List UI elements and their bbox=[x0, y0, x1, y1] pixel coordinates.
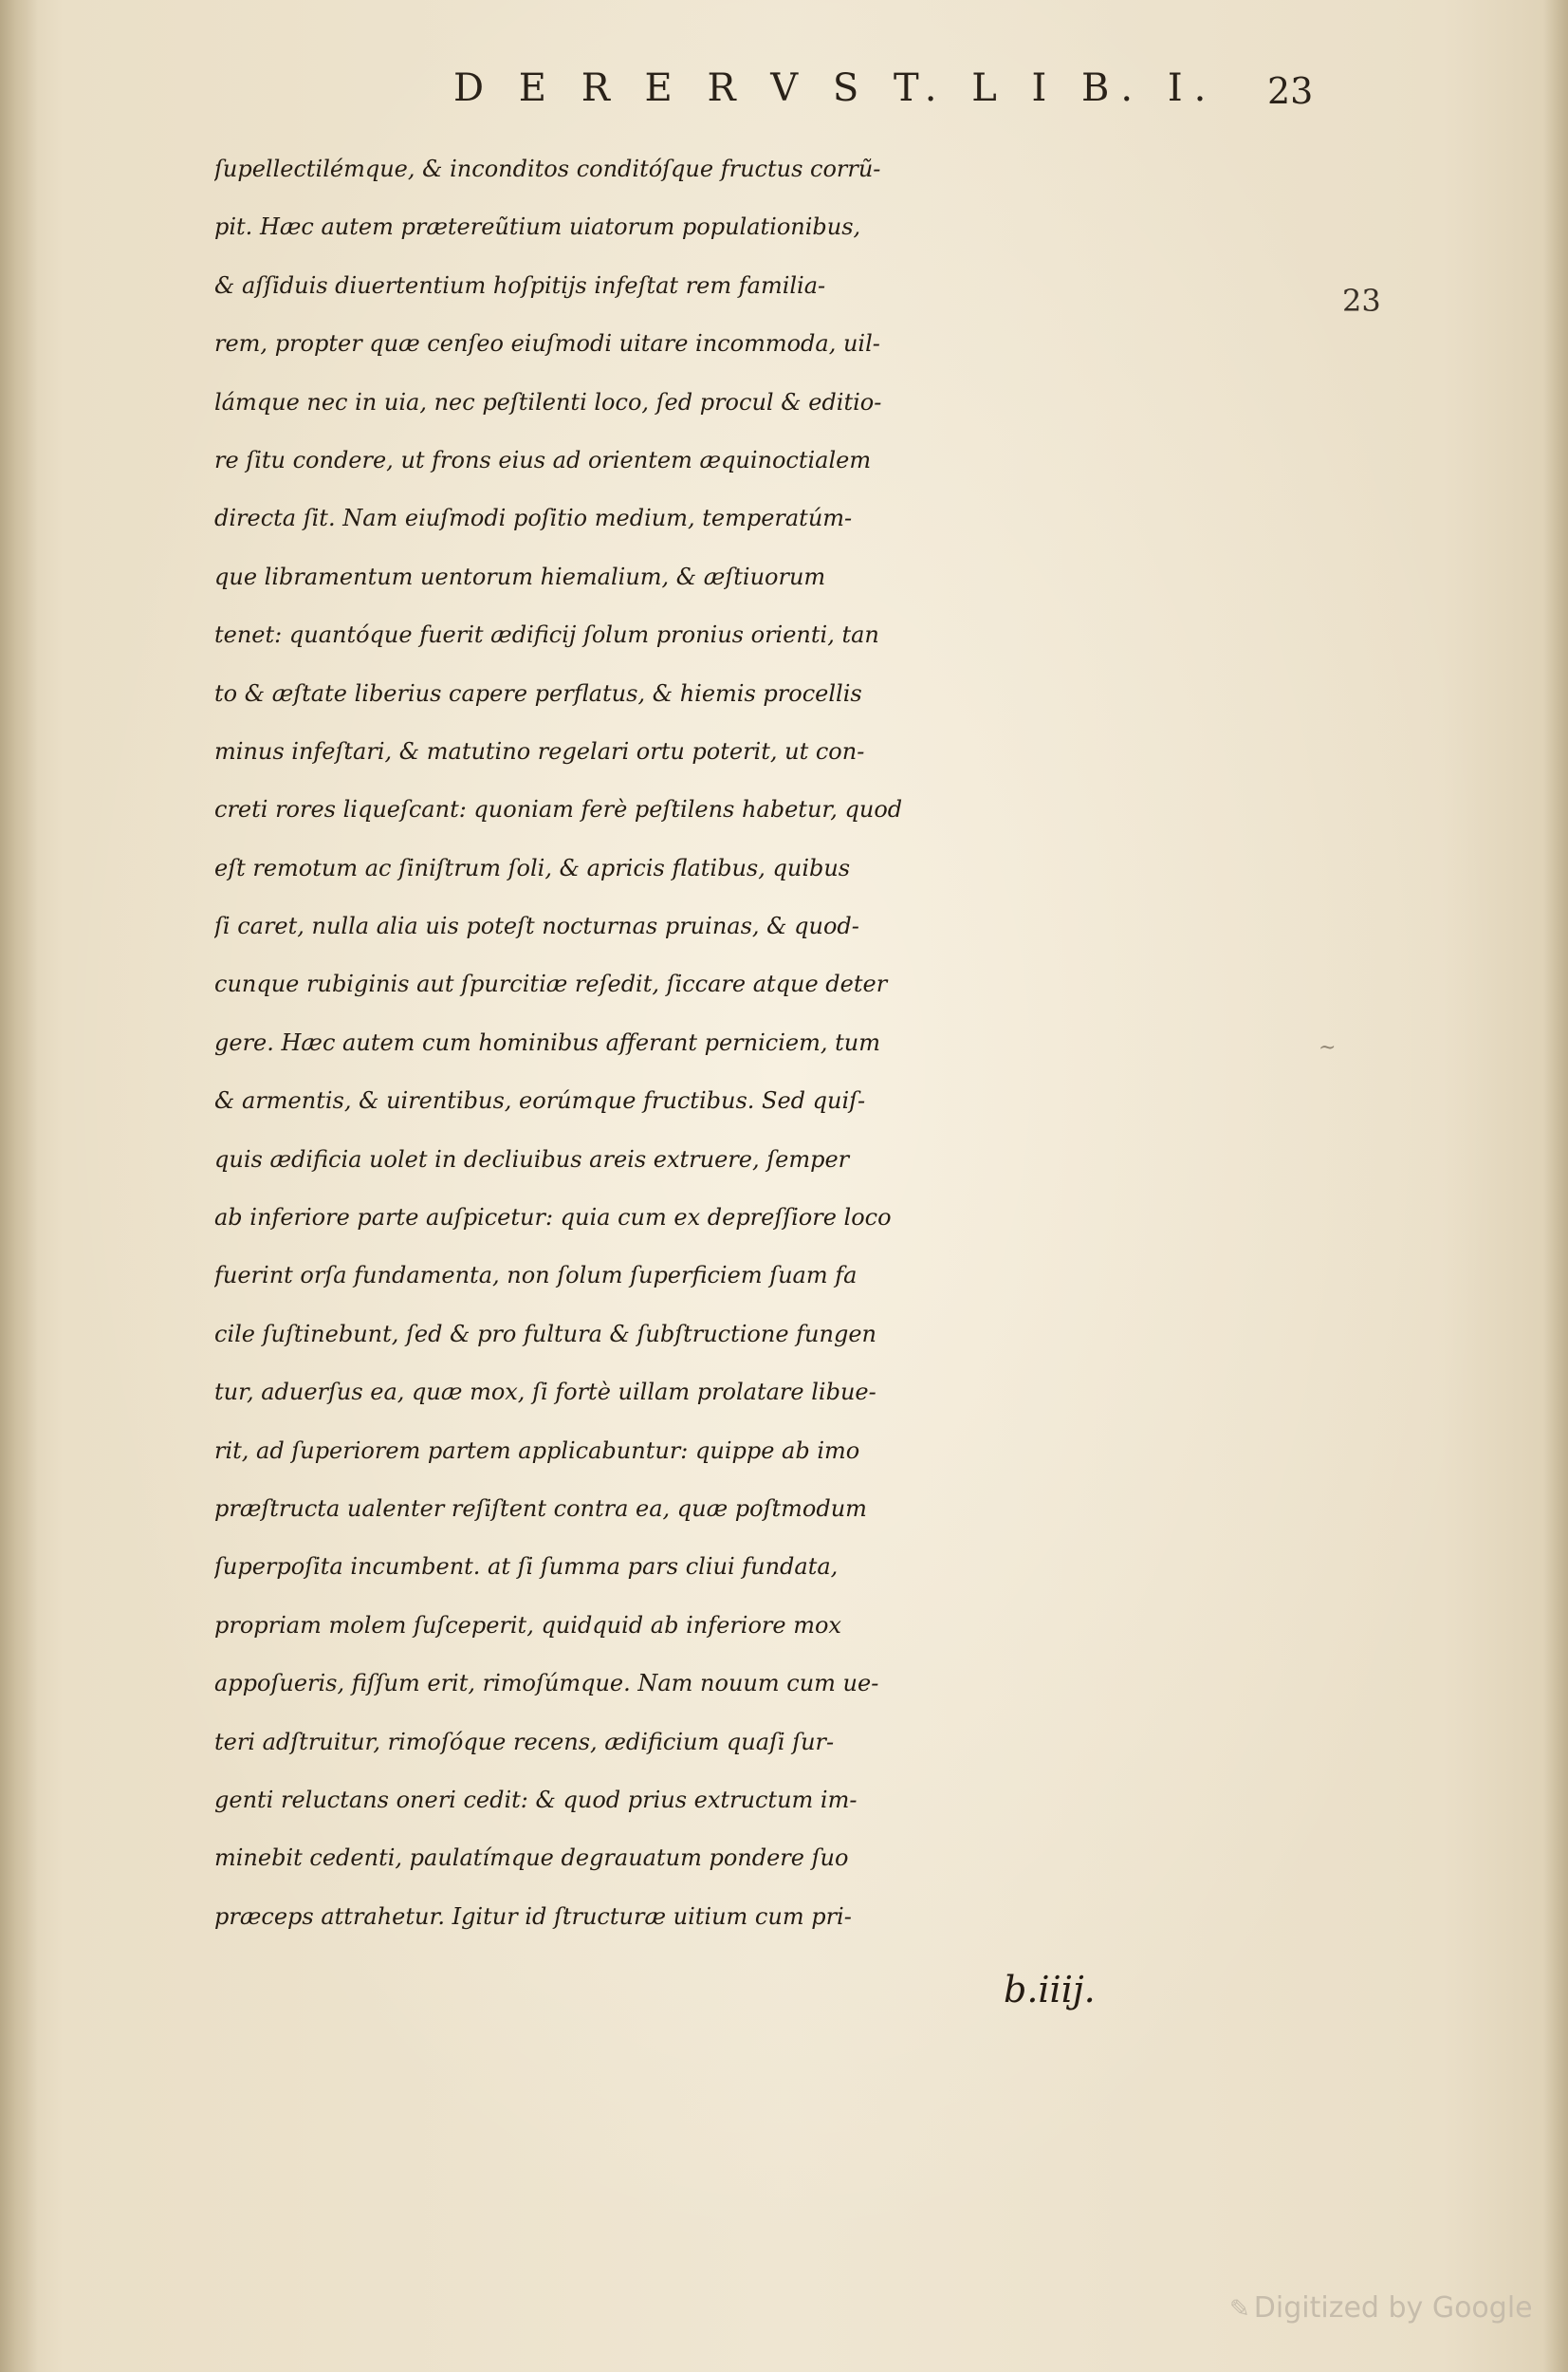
text-line: rit, ad ſuperiorem partem applicabuntur: quippe ab imo bbox=[214, 1436, 860, 1464]
text-line: creti rores liqueſcant: quoniam ferè peſtilens habetur, quod bbox=[214, 796, 903, 824]
text-line: ſuperpoſita incumbent. at ſi ſumma pars cliui fundata, bbox=[214, 1553, 839, 1581]
text-line: teri adſtruitur, rimoſóque recens, ædificium quaſi ſur- bbox=[214, 1728, 835, 1755]
text-line: & aſſiduis diuertentium hoſpitijs infeſtat rem familia- bbox=[214, 271, 826, 299]
page-edge-left bbox=[0, 0, 38, 2372]
text-line: ſupellectilémque, & inconditos conditóſque fructus corrũ- bbox=[214, 156, 881, 182]
text-line: quis ædificia uolet in decliuibus areis extruere, ſemper bbox=[214, 1145, 850, 1173]
text-line: minebit cedenti, paulatímque degrauatum pondere ſuo bbox=[214, 1844, 849, 1872]
text-line: rem, propter quæ cenſeo eiuſmodi uitare incommoda, uil- bbox=[214, 330, 880, 358]
pin-icon: ✎ bbox=[1229, 2295, 1250, 2324]
text-line: gere. Hæc autem cum hominibus afferant perniciem, tum bbox=[214, 1028, 880, 1056]
folio-number: 23 bbox=[1267, 70, 1314, 112]
text-line: cile ſuſtinebunt, ſed & pro fultura & ſubſtructione fungen bbox=[214, 1320, 876, 1347]
text-line: minus infeſtari, & matutino regelari ortu poterit, ut con- bbox=[214, 737, 865, 765]
text-line: præceps attrahetur. Igitur id ſtructuræ uitium cum pri- bbox=[214, 1902, 852, 1930]
text-line: eſt remotum ac ſiniſtrum ſoli, & apricis flatibus, quibus bbox=[214, 854, 851, 881]
text-line: re ſitu condere, ut frons eius ad orientem æquinoctialem bbox=[214, 446, 872, 473]
text-line: ſi caret, nulla alia uis poteſt nocturnas pruinas, & quod- bbox=[214, 913, 859, 940]
body-text bbox=[214, 140, 1277, 1946]
text-line: præſtructa ualenter reſiſtent contra ea, quæ poſtmodum bbox=[214, 1494, 867, 1522]
signature-mark: b.iiij. bbox=[1004, 1969, 1096, 2011]
text-line: appoſueris, fiſſum erit, rimoſúmque. Nam nouum cum ue- bbox=[214, 1670, 879, 1697]
text-line: lámque nec in uia, nec peſtilenti loco, ſed procul & editio- bbox=[214, 388, 882, 416]
text-line: cunque rubiginis aut ſpurcitiæ reſedit, ſiccare atque deter bbox=[214, 971, 888, 998]
margin-mark: ~ bbox=[1319, 1036, 1337, 1060]
running-head: D E R E R V S T. L I B. I. bbox=[453, 66, 1218, 110]
text-line: directa ſit. Nam eiuſmodi poſitio medium, temperatúm- bbox=[214, 505, 853, 532]
text-line: ab inferiore parte auſpicetur: quia cum ex depreſſiore loco bbox=[214, 1204, 892, 1232]
text-line: fuerint orſa fundamenta, non ſolum ſuperficiem ſuam fa bbox=[214, 1262, 858, 1289]
text-line: propriam molem ſuſceperit, quidquid ab inferiore mox bbox=[214, 1611, 841, 1639]
text-line: to & æſtate liberius capere perflatus, & hiemis procellis bbox=[214, 679, 862, 707]
watermark-text: Digitized by Google bbox=[1253, 2291, 1533, 2325]
text-line: genti reluctans oneri cedit: & quod prius extructum im- bbox=[214, 1786, 858, 1813]
text-line: pit. Hæc autem prætereũtium uiatorum populationibus, bbox=[214, 213, 861, 241]
page-edge-right bbox=[1543, 0, 1568, 2372]
digitized-watermark bbox=[1229, 2291, 1533, 2325]
margin-number: 23 bbox=[1342, 283, 1381, 319]
text-line: tenet: quantóque fuerit ædificij ſolum pronius orienti, tan bbox=[214, 621, 879, 649]
text-line: tur, aduerſus ea, quæ mox, ſi fortè uillam prolatare libue- bbox=[214, 1379, 876, 1406]
text-line: & armentis, & uirentibus, eorúmque fructibus. Sed quiſ- bbox=[214, 1087, 866, 1115]
text-line: que libramentum uentorum hiemalium, & æſtiuorum bbox=[214, 563, 826, 590]
